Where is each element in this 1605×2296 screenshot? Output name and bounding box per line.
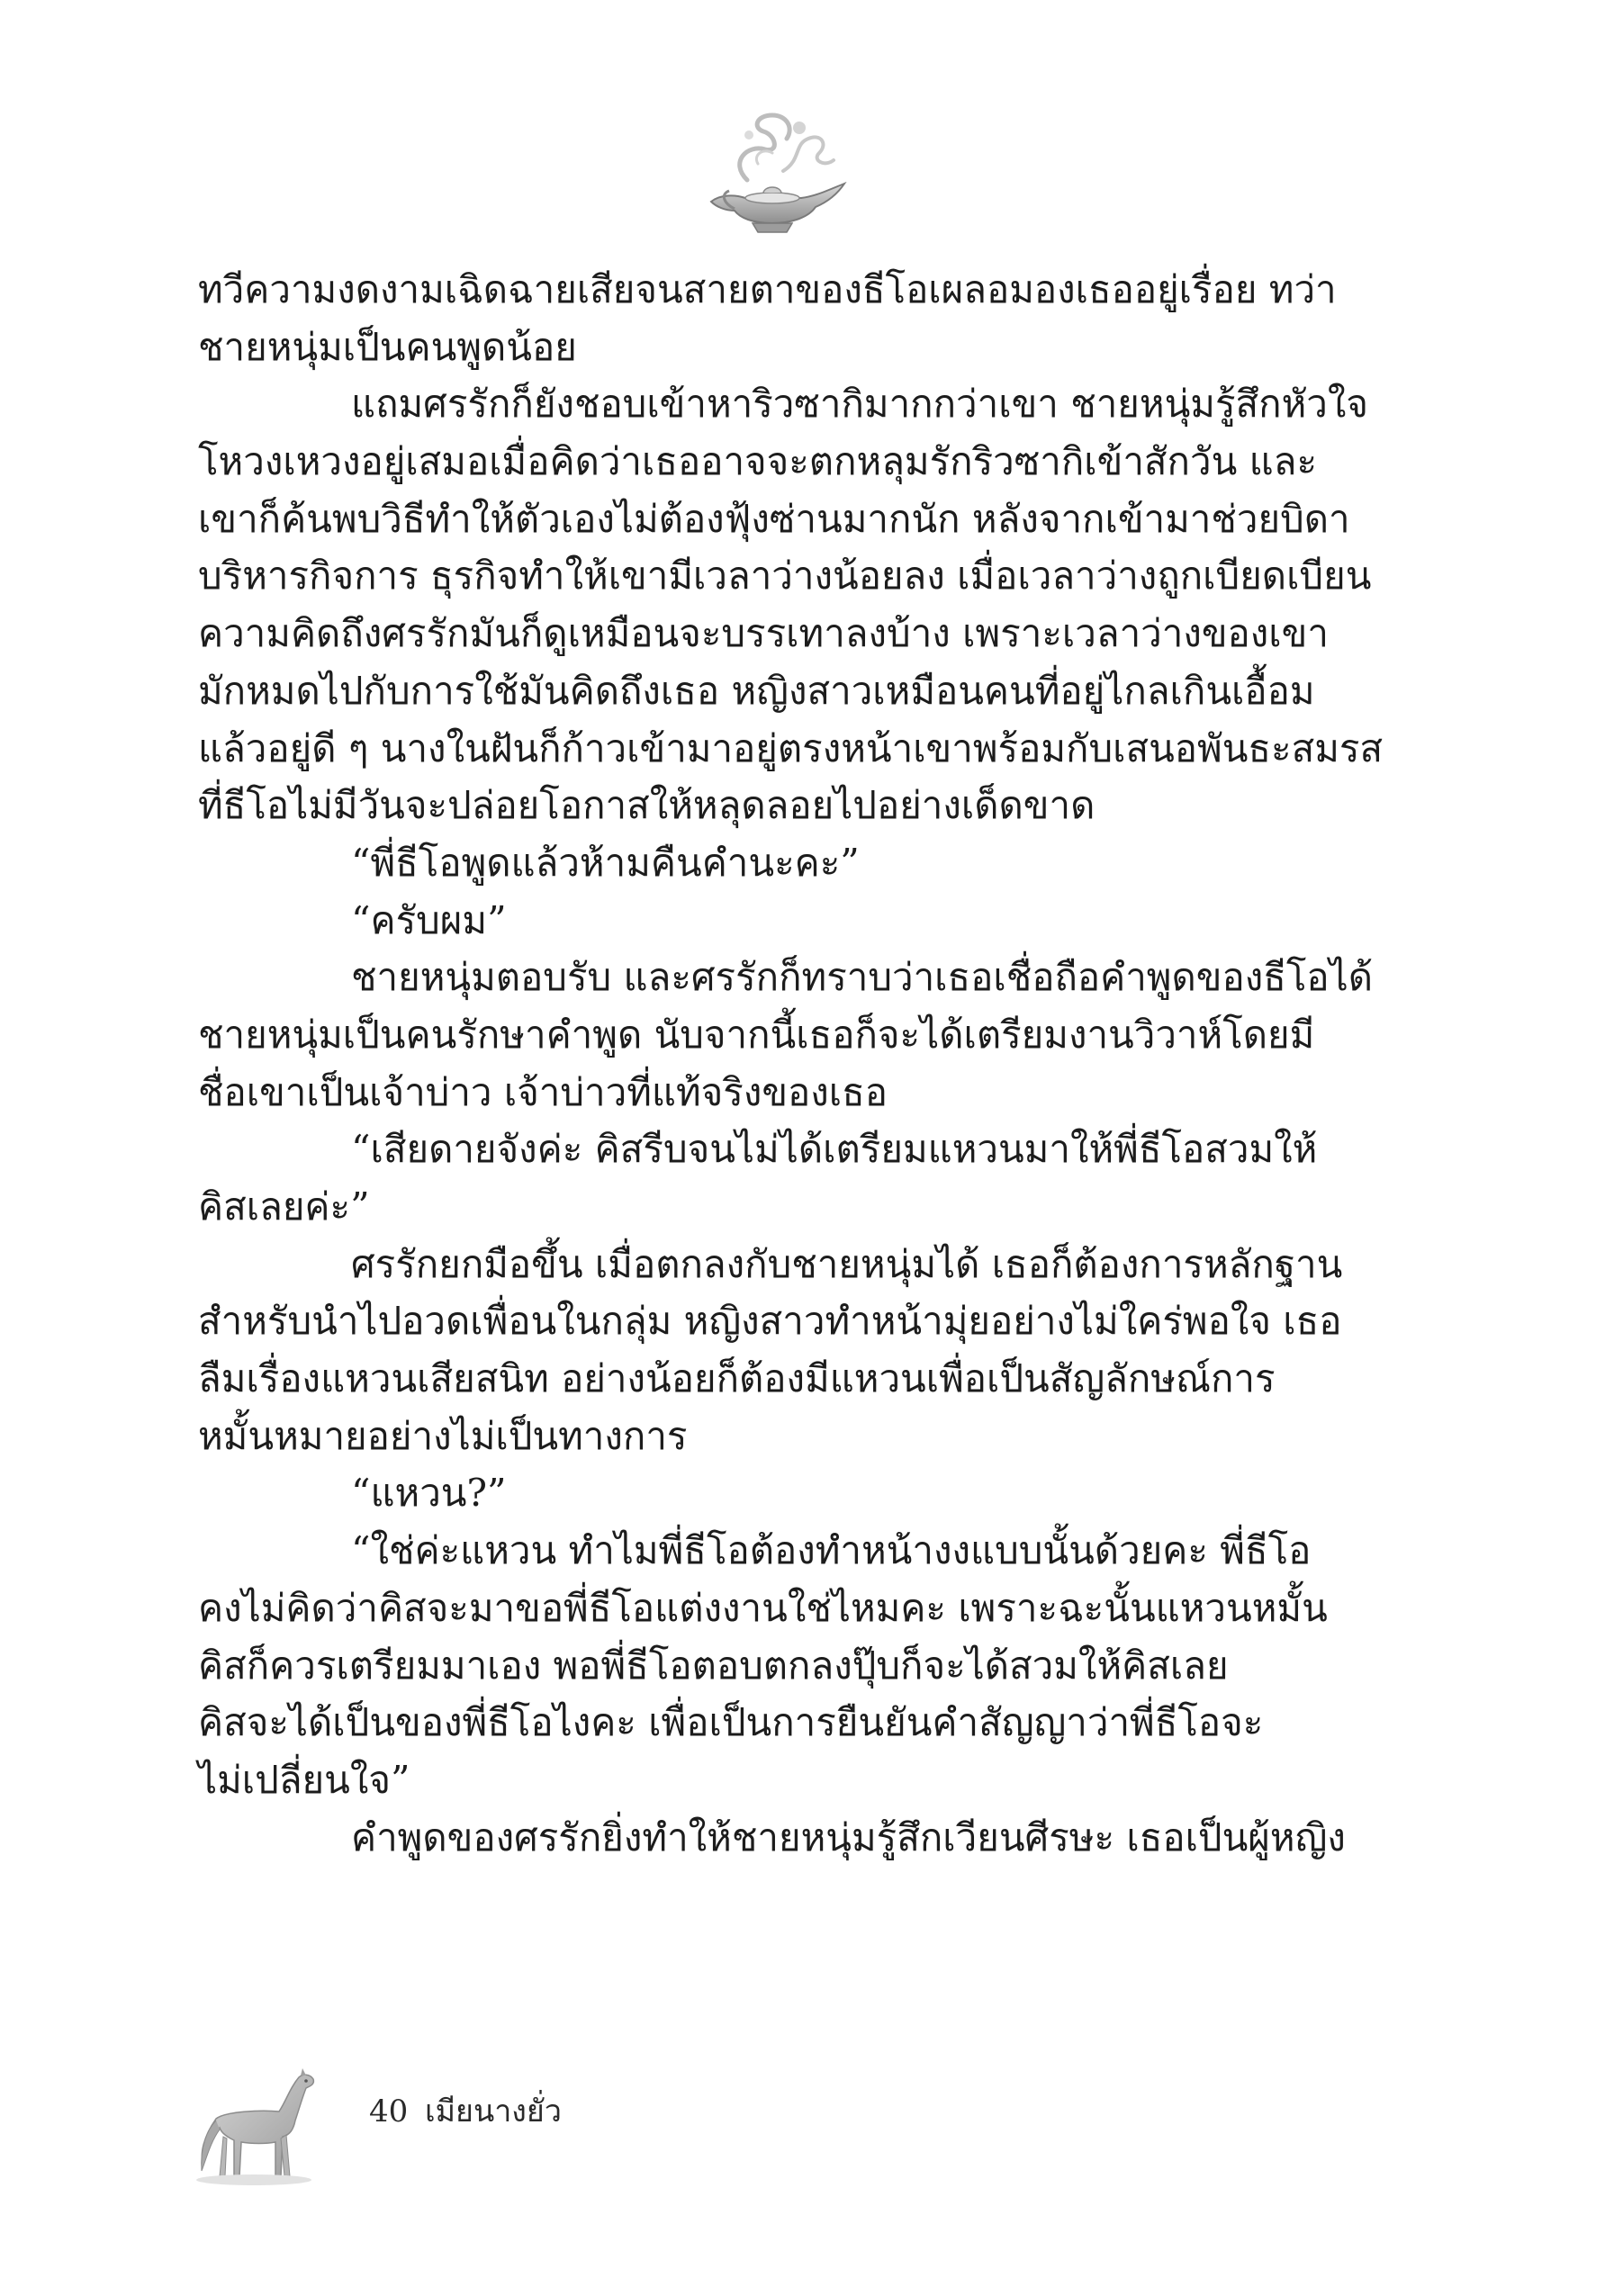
- text-line: ชายหนุ่มตอบรับ และศรรักก็ทราบว่าเธอเชื่อถือคำพูดของธีโอได้: [351, 955, 1374, 1000]
- text-line: เขาก็ค้นพบวิธีทำให้ตัวเองไม่ต้องฟุ้งซ่านมากนัก หลังจากเข้ามาช่วยบิดา: [198, 496, 1350, 541]
- text-line: แถมศรรักก็ยังชอบเข้าหาริวซากิมากกว่าเขา ชายหนุ่มรู้สึกหัวใจ: [351, 382, 1369, 427]
- horse-icon: [189, 2061, 324, 2196]
- text-line: คิสจะได้เป็นของพี่ธีโอไงคะ เพื่อเป็นการยืนยันคำสัญญาว่าพี่ธีโอจะ: [198, 1700, 1264, 1745]
- magic-lamp-icon: [693, 108, 864, 243]
- text-line: โหวงเหวงอยู่เสมอเมื่อคิดว่าเธออาจจะตกหลุมรักริวซากิเข้าสักวัน และ: [198, 439, 1317, 484]
- text-line: สำหรับนำไปอวดเพื่อนในกลุ่ม หญิงสาวทำหน้ามุ่ยอย่างไม่ใคร่พอใจ เธอ: [198, 1299, 1342, 1344]
- text-line: ชื่อเขาเป็นเจ้าบ่าว เจ้าบ่าวที่แท้จริงของเธอ: [198, 1069, 888, 1114]
- text-line: ศรรักยกมือขึ้น เมื่อตกลงกับชายหนุ่มได้ เธอก็ต้องการหลักฐาน: [351, 1241, 1343, 1286]
- text-line: “แหวน?”: [351, 1471, 507, 1516]
- text-line: คิสเลยค่ะ”: [198, 1184, 370, 1229]
- text-line: “ใช่ค่ะแหวน ทำไมพี่ธีโอต้องทำหน้างงแบบนั้นด้วยคะ พี่ธีโอ: [351, 1528, 1312, 1573]
- text-line: ชายหนุ่มเป็นคนรักษาคำพูด นับจากนี้เธอก็จะได้เตรียมงานวิวาห์โดยมี: [198, 1012, 1315, 1057]
- text-line: ลืมเรื่องแหวนเสียสนิท อย่างน้อยก็ต้องมีแหวนเพื่อเป็นสัญลักษณ์การ: [198, 1356, 1276, 1401]
- text-line: แล้วอยู่ดี ๆ นางในฝันก็ก้าวเข้ามาอยู่ตรงหน้าเขาพร้อมกับเสนอพันธะสมรส: [198, 725, 1384, 770]
- text-line: คำพูดของศรรักยิ่งทำให้ชายหนุ่มรู้สึกเวียนศีรษะ เธอเป็นผู้หญิง: [351, 1814, 1346, 1859]
- text-line: หมั้นหมายอย่างไม่เป็นทางการ: [198, 1413, 688, 1458]
- text-line: ทวีความงดงามเฉิดฉายเสียจนสายตาของธีโอเผลอมองเธออยู่เรื่อย ทว่า: [198, 267, 1337, 311]
- text-line: ชายหนุ่มเป็นคนพูดน้อย: [198, 324, 577, 369]
- text-line: ที่ธีโอไม่มีวันจะปล่อยโอกาสให้หลุดลอยไปอย่างเด็ดขาด: [198, 783, 1096, 828]
- body-text: [198, 261, 1422, 1866]
- text-line: “พี่ธีโอพูดแล้วห้ามคืนคำนะคะ”: [351, 840, 860, 885]
- text-line: คงไม่คิดว่าคิสจะมาขอพี่ธีโอแต่งงานใช่ไหมคะ เพราะฉะนั้นแหวนหมั้น: [198, 1585, 1328, 1630]
- text-line: บริหารกิจการ ธุรกิจทำให้เขามีเวลาว่างน้อยลง เมื่อเวลาว่างถูกเบียดเบียน: [198, 554, 1372, 599]
- text-line: มักหมดไปกับการใช้มันคิดถึงเธอ หญิงสาวเหมือนคนที่อยู่ไกลเกินเอื้อม: [198, 668, 1315, 713]
- text-line: ความคิดถึงศรรักมันก็ดูเหมือนจะบรรเทาลงบ้าง เพราะเวลาว่างของเขา: [198, 611, 1329, 656]
- book-title: เมียนางยั่ว: [425, 2093, 562, 2129]
- text-line: คิสก็ควรเตรียมมาเอง พอพี่ธีโอตอบตกลงปุ๊บก็จะได้สวมให้คิสเลย: [198, 1643, 1229, 1688]
- text-line: “ครับผม”: [351, 897, 507, 942]
- text-line: ไม่เปลี่ยนใจ”: [198, 1757, 410, 1802]
- page-number: 40: [369, 2093, 409, 2129]
- text-line: “เสียดายจังค่ะ คิสรีบจนไม่ได้เตรียมแหวนมาให้พี่ธีโอสวมให้: [351, 1127, 1318, 1172]
- page-footer: [189, 2061, 639, 2196]
